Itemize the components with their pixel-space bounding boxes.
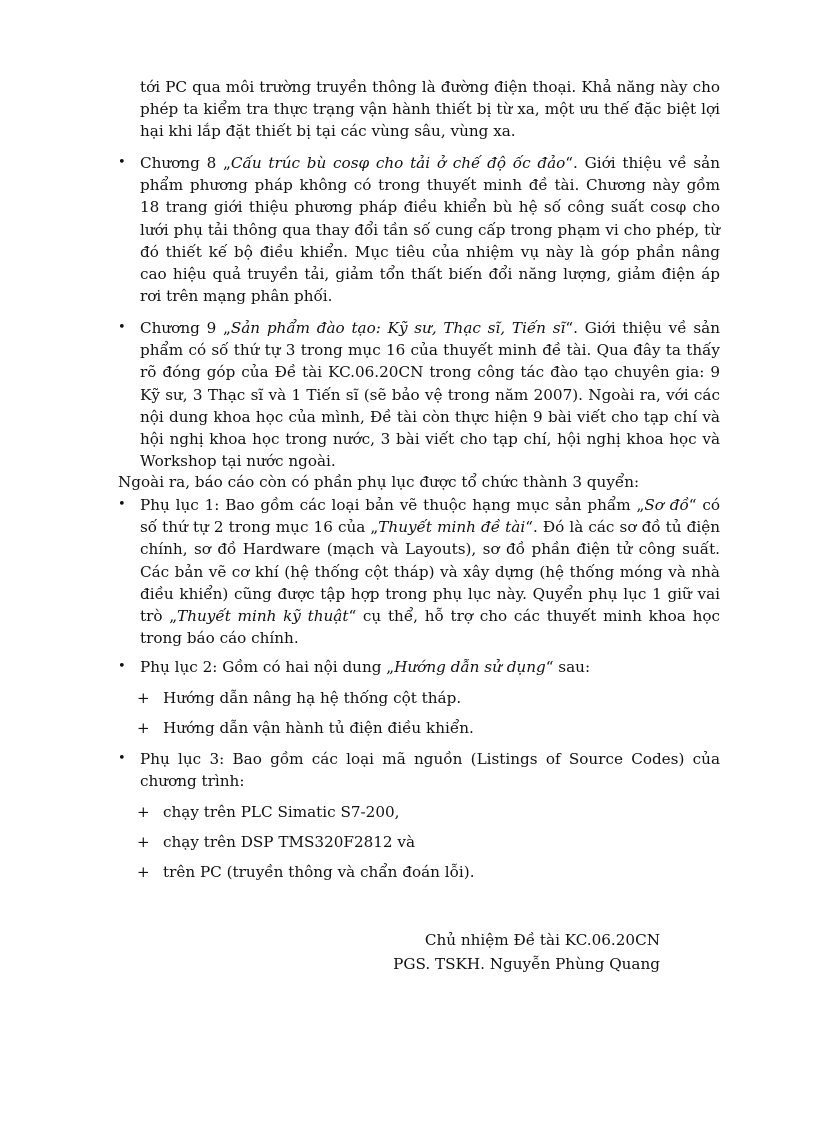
chapter-8-item (140, 152, 720, 307)
chapter-9-body: “. Giới thiệu về sản phẩm có số thứ tự 3 trong mục 16 của thuyết minh đề tài. Qua đây ta thấy rõ đóng góp của Đề tài KC.06.20CN trong công tác đào tạo chuyên gia: 9 Kỹ sư, 3 Thạc sĩ và 1 Tiến sĩ (sẽ bảo vệ trong năm 2007). Ngoài ra, với các nội dung khoa học của mình, Đề tài còn thực hiện 9 bài viết cho tạp chí và hội nghị khoa học trong nước, 3 bài viết cho tạp chí, hội nghị khoa học và Workshop tại nước ngoài. (140, 319, 720, 471)
chapter-9-title: Sản phẩm đào tạo: Kỹ sư, Thạc sĩ, Tiến sĩ (230, 319, 566, 337)
bullet-marker: • (118, 497, 126, 512)
plus-marker: + (137, 863, 150, 881)
chapter-9-prefix: Chương 9 „ (140, 319, 231, 337)
appendix-2-text: Phụ lục 2: Gồm có hai nội dung „ (140, 658, 395, 676)
appendix-1-italic: Sơ đồ (644, 496, 689, 514)
bullet-marker: • (118, 659, 126, 674)
appendix-1-text: “. Đó là các sơ đồ tủ điện chính, sơ đồ Hardware (mạch và Layouts), sơ đồ phần điện tử công suất. Các bản vẽ cơ khí (hệ thống cột tháp) và xây dựng (hệ thống móng và nhà điều khiển) cũng được tập hợp trong phụ lục này. Quyển phụ lục 1 giữ vai trò „ (140, 518, 720, 626)
appendix-1-text: “ có số thứ tự 2 trong mục 16 của „ (140, 496, 720, 537)
bullet-marker: • (118, 320, 126, 335)
bullet-marker: • (118, 751, 126, 766)
plus-marker: + (137, 803, 150, 821)
plus-marker: + (137, 719, 150, 737)
bullet-marker: • (118, 155, 126, 170)
chapter-9-item (140, 317, 720, 472)
plus-marker: + (137, 833, 150, 851)
appendix-1-italic: Thuyết minh đề tài (378, 518, 526, 537)
plus-marker: + (137, 689, 150, 707)
appendix-1-text: “ cụ thể, hỗ trợ cho các thuyết minh khoa học trong báo cáo chính. (140, 607, 721, 648)
appendix-3-item: Phụ lục 3: Bao gồm các loại mã nguồn (Listings of Source Codes) của chương trình: (140, 750, 720, 791)
appendix-3-subitem: chạy trên DSP TMS320F2812 và (163, 833, 416, 851)
appendix-3-subitem: trên PC (truyền thông và chẩn đoán lỗi). (163, 863, 475, 881)
chapter-8-prefix: Chương 8 „ (140, 154, 231, 172)
chapter-8-title: Cấu trúc bù cosφ cho tải ở chế độ ốc đảo (230, 154, 566, 172)
appendix-1-italic: Thuyết minh kỹ thuật (177, 607, 349, 626)
signature-title: Chủ nhiệm Đề tài KC.06.20CN (424, 931, 660, 949)
chapter-8-body: “. Giới thiệu về sản phẩm phương pháp không có trong thuyết minh đề tài. Chương này gồm 18 trang giới thiệu phương pháp điều khiển bù hệ số công suất cosφ cho lưới phụ tải thông qua thay đổi tần số cung cấp trong phạm vi cho phép, từ đó thiết kế bộ điều khiển. Mục tiêu của nhiệm vụ này là góp phần nâng cao hiệu quả truyền tải, giảm tổn thất biến đổi năng lượng, giảm điện áp rơi trên mạng phân phối. (140, 154, 720, 306)
appendix-intro: Ngoài ra, báo cáo còn có phần phụ lục được tổ chức thành 3 quyển: (118, 473, 640, 491)
appendix-2-subitem: Hướng dẫn vận hành tủ điện điều khiển. (163, 719, 474, 737)
intro-paragraph: tới PC qua môi trường truyền thông là đường điện thoại. Khả năng này cho phép ta kiểm tra thực trạng vận hành thiết bị từ xa, một ưu thế đặc biệt lợi hại khi lắp đặt thiết bị tại các vùng sâu, vùng xa. (140, 78, 720, 141)
appendix-1-text: Phụ lục 1: Bao gồm các loại bản vẽ thuộc hạng mục sản phẩm „ (140, 496, 645, 514)
signature-block (360, 928, 660, 976)
appendix-2-italic: Hướng dẫn sử dụng (394, 658, 546, 676)
appendix-2-text: “ sau: (545, 658, 591, 676)
appendix-1-item (140, 494, 720, 649)
appendix-3-subitem: chạy trên PLC Simatic S7-200, (163, 803, 400, 821)
signature-name: PGS. TSKH. Nguyễn Phùng Quang (393, 955, 660, 973)
appendix-2-item (140, 656, 720, 678)
appendix-2-subitem: Hướng dẫn nâng hạ hệ thống cột tháp. (163, 689, 462, 707)
